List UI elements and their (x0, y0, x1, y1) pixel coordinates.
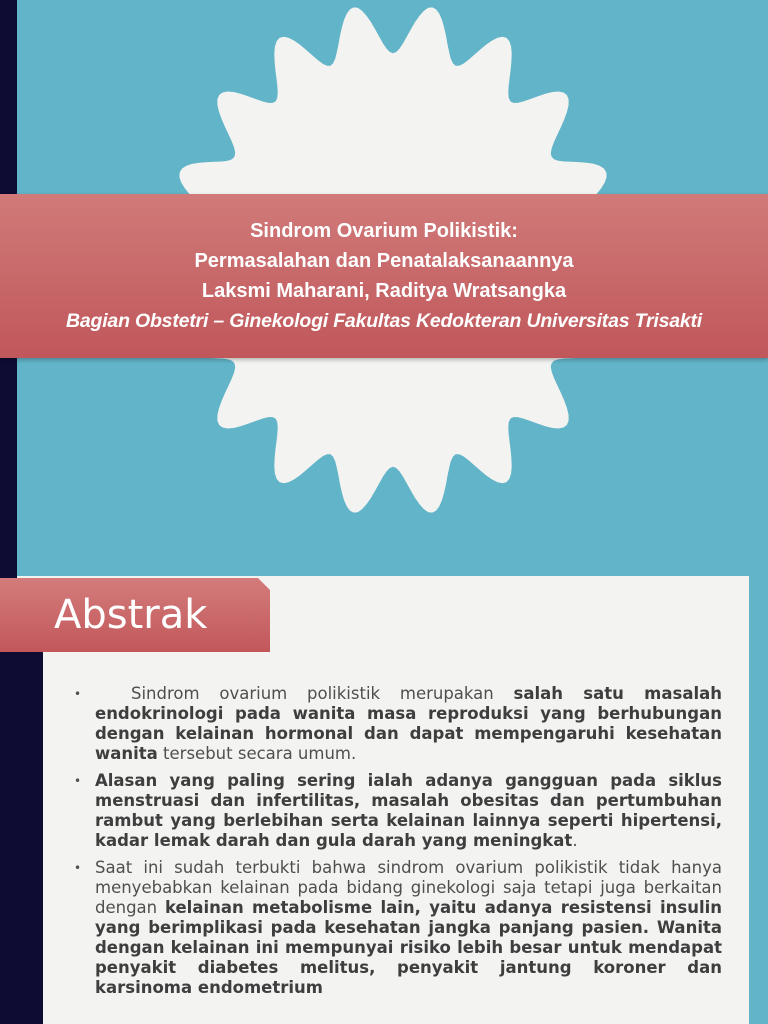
bullet-icon: • (74, 687, 82, 701)
paper-title-line-1: Sindrom Ovarium Polikistik: (250, 220, 518, 242)
authors: Laksmi Maharani, Raditya Wratsangka (201, 280, 567, 302)
bullet-icon: • (74, 861, 82, 875)
list-item: • Alasan yang paling sering ialah adanya gangguan pada siklus menstruasi dan infertilitas, masalah obesitas dan pertumbuhan rambut yang berlebihan serta kelainan lainnya seperti hipertensi, kadar lemak darah dan gula darah yang meningkat. (74, 771, 722, 850)
abstract-content (68, 684, 722, 1005)
paper-title-line-2: Permasalahan dan Penatalaksanaannya (194, 250, 574, 272)
list-item: • Sindrom ovarium polikistik merupakan salah satu masalah endokrinologi pada wanita masa reproduksi yang berhubungan dengan kelainan hormonal dan dapat mempengaruhi kesehatan wanita tersebut secara umum. (74, 684, 722, 763)
bullet-icon: • (74, 774, 82, 788)
section-title: Abstrak (54, 592, 208, 638)
affiliation: Bagian Obstetri – Ginekologi Fakultas Kedokteran Universitas Trisakti (65, 310, 703, 332)
list-item: • Saat ini sudah terbukti bahwa sindrom ovarium polikistik tidak hanya menyebabkan kelainan pada bidang ginekologi saja tetapi juga berkaitan dengan kelainan metabolisme lain, yaitu adanya resistensi insulin yang berimplikasi pada kesehatan jangka panjang pasien. Wanita dengan kelainan ini mempunyai risiko lebih besar untuk mendapat penyakit diabetes melitus, penyakit jantung koroner dan karsinoma endometrium (74, 858, 723, 997)
